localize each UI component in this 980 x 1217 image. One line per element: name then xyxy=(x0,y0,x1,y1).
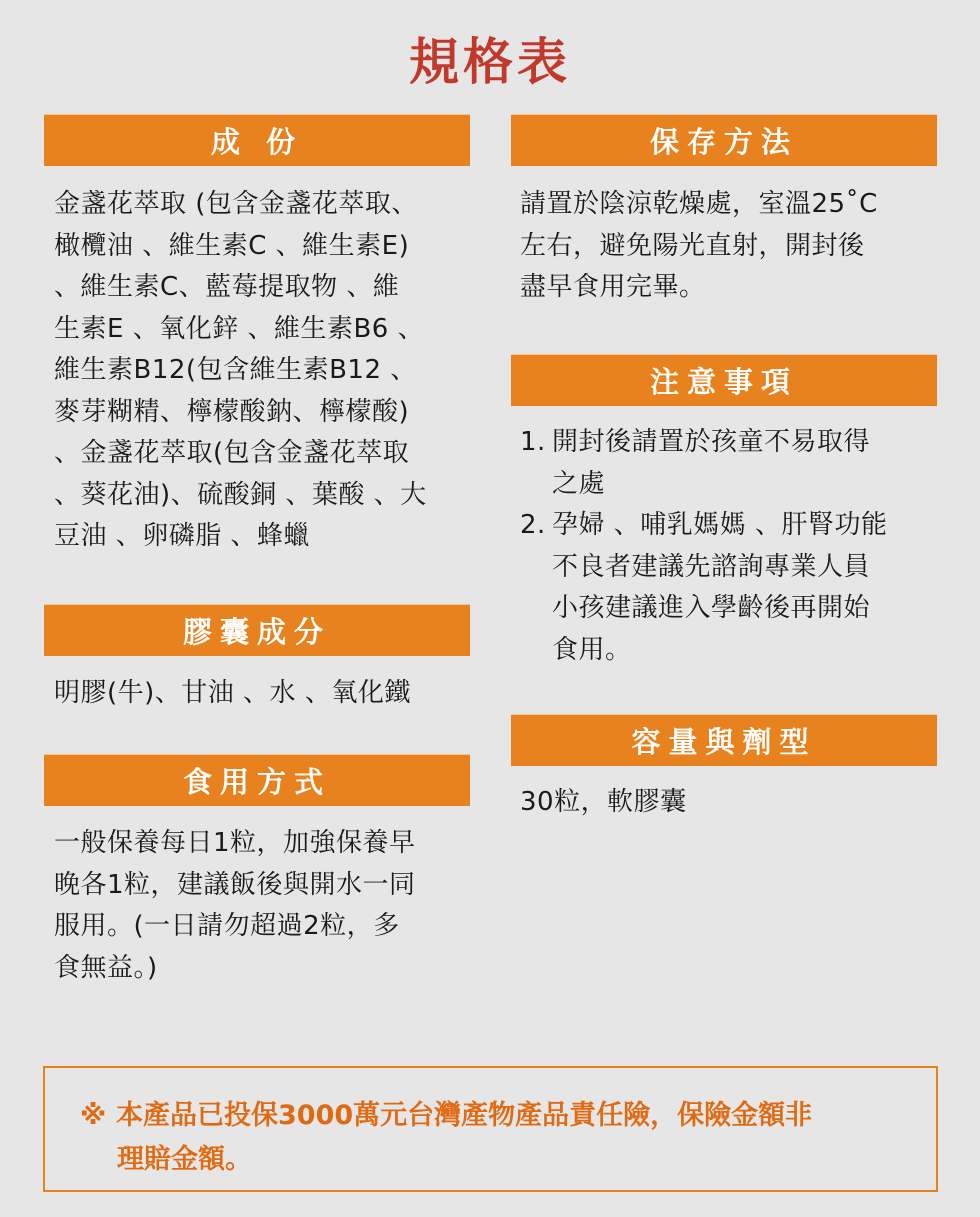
list-item-text: 孕婦 、哺乳媽媽 、肝腎功能 不良者建議先諮詢專業人員 小孩建議進入學齡後再開始 食用。 xyxy=(552,510,888,665)
list-item-number: 1. xyxy=(520,427,546,457)
list-item-text: 開封後請置於孩童不易取得 之處 xyxy=(552,427,871,499)
notes-list xyxy=(520,422,935,671)
disclaimer-text: 本產品已投保3000萬元台灣產物產品責任險，保險金額非 xyxy=(116,1100,813,1131)
storage-header: 保存方法 xyxy=(511,114,937,166)
notes-header: 注意事項 xyxy=(511,354,937,406)
capsule-text: 明膠(牛)、甘油 、水 、氧化鐵 xyxy=(54,678,411,708)
ingredients-text: 金盞花萃取 (包含金盞花萃取、 橄欖油 、維生素C 、維生素E) 、維生素C、藍莓提取物 、維 生素E 、氧化鋅 、維生素B6 、 維生素B12(包含維生素B12 、 麥芽糊精、檸檬酸鈉、檸檬酸) 、金盞花萃取(包含金盞花萃取 、葵花油)、硫酸銅 、葉酸 、大 豆油 、卵磷脂 、蜂蠟 xyxy=(54,189,427,551)
ingredients-header: 成 份 xyxy=(44,114,470,166)
usage-header: 食用方式 xyxy=(44,754,470,806)
reference-mark-icon: ※ xyxy=(80,1100,107,1131)
capsule-header: 膠囊成分 xyxy=(44,604,470,656)
capacity-text: 30粒，軟膠囊 xyxy=(520,787,687,817)
storage-text: 請置於陰涼乾燥處，室溫25˚C 左右，避免陽光直射，開封後 盡早食用完畢。 xyxy=(520,189,878,302)
list-item-number: 2. xyxy=(520,510,546,540)
disclaimer-box xyxy=(43,1066,938,1192)
page-title: 規格表 xyxy=(409,33,571,91)
capacity-header: 容量與劑型 xyxy=(511,714,937,766)
disclaimer-line-1 xyxy=(80,1094,936,1138)
list-item xyxy=(520,505,935,671)
usage-text: 一般保養每日1粒，加強保養早 晚各1粒，建議飯後與開水一同 服用。(一日請勿超過2粒，多 食無益。) xyxy=(54,828,416,983)
list-item xyxy=(520,422,935,505)
disclaimer-line-2: 理賠金額。 xyxy=(117,1144,252,1175)
